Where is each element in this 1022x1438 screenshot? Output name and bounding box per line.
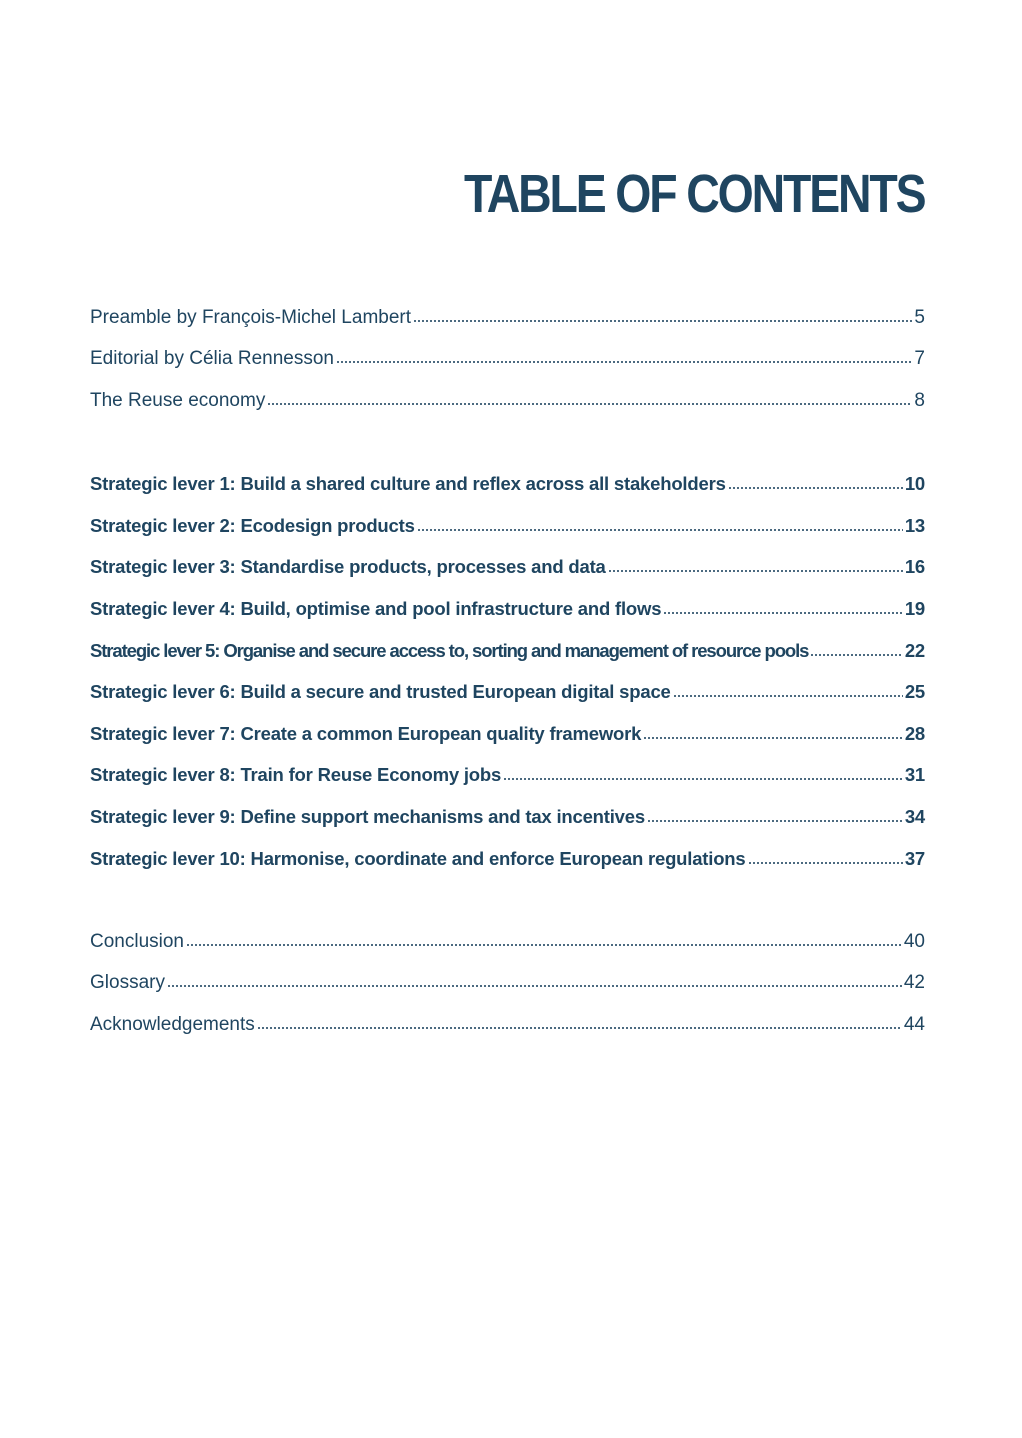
toc-entry-lever-6[interactable] [90,679,925,705]
toc-entry-conclusion[interactable] [90,929,925,955]
toc-entry-page: 44 [903,1014,925,1035]
toc-entry-label: Strategic lever 5: Organise and secure access to, sorting and management of resource pools [90,640,809,661]
toc-entry-reuse-economy[interactable] [90,388,925,414]
dot-leader [748,861,903,865]
dot-leader [186,943,902,947]
toc-entry-label: Strategic lever 9: Define support mechanisms and tax incentives [90,806,645,827]
toc-entry-preamble[interactable] [90,305,925,331]
dot-leader [267,402,912,406]
dot-leader [257,1026,902,1030]
toc-entry-page: 8 [914,390,925,411]
toc-entry-editorial[interactable] [90,346,925,372]
toc-entry-page: 37 [904,848,925,869]
toc-entry-page: 34 [904,806,925,827]
dot-leader [608,569,903,573]
toc-entry-label: The Reuse economy [90,390,266,411]
dot-leader [810,653,902,657]
toc-entry-page: 25 [904,681,925,702]
toc-entry-label: Glossary [90,972,165,993]
toc-entry-glossary[interactable] [90,970,925,996]
toc-entry-page: 40 [903,931,925,952]
dot-leader [643,736,903,740]
page-title: TABLE OF CONTENTS [463,164,924,224]
toc-entry-label: Strategic lever 2: Ecodesign products [90,515,415,536]
toc-entry-lever-1[interactable] [90,471,925,497]
toc-entry-lever-4[interactable] [90,596,925,622]
dot-leader [336,360,912,364]
toc-entry-page: 10 [904,473,925,494]
toc-entry-acknowledgements[interactable] [90,1012,925,1038]
toc-entry-page: 13 [904,515,925,536]
toc-entry-label: Strategic lever 8: Train for Reuse Economy jobs [90,764,502,785]
dot-leader [728,486,903,490]
toc-entry-page: 16 [904,556,925,577]
toc-entry-label: Editorial by Célia Rennesson [90,348,334,369]
toc-entry-label: Strategic lever 10: Harmonise, coordinate and enforce European regulations [90,848,746,869]
toc-entry-page: 22 [904,640,925,661]
toc-entry-label: Strategic lever 4: Build, optimise and pool infrastructure and flows [90,598,662,619]
toc-entry-page: 31 [904,764,925,785]
dot-leader [503,777,903,781]
toc-entry-lever-5[interactable] [90,638,925,664]
toc-entry-lever-10[interactable] [90,846,925,872]
toc-entry-label: Acknowledgements [90,1014,255,1035]
dot-leader [417,528,903,532]
dot-leader [413,319,912,323]
toc-entry-page: 5 [914,307,925,328]
dot-leader [673,694,903,698]
dot-leader [167,984,902,988]
toc-entry-label: Strategic lever 1: Build a shared culture and reflex across all stakeholders [90,473,726,494]
toc-entry-lever-3[interactable] [90,554,925,580]
toc-entry-page: 7 [914,348,925,369]
toc-entry-label: Strategic lever 6: Build a secure and trusted European digital space [90,681,671,702]
toc-entry-lever-8[interactable] [90,762,925,788]
toc-entry-label: Preamble by François-Michel Lambert [90,307,412,328]
dot-leader [647,819,903,823]
toc-entry-label: Strategic lever 7: Create a common European quality framework [90,723,642,744]
toc-entry-lever-2[interactable] [90,513,925,539]
toc-entry-lever-7[interactable] [90,721,925,747]
toc-entry-label: Strategic lever 3: Standardise products, processes and data [90,556,606,577]
toc-entry-page: 42 [903,972,925,993]
dot-leader [663,611,903,615]
toc-entry-lever-9[interactable] [90,804,925,830]
toc-entry-label: Conclusion [90,931,184,952]
toc-entry-page: 28 [904,723,925,744]
toc-entry-page: 19 [904,598,925,619]
